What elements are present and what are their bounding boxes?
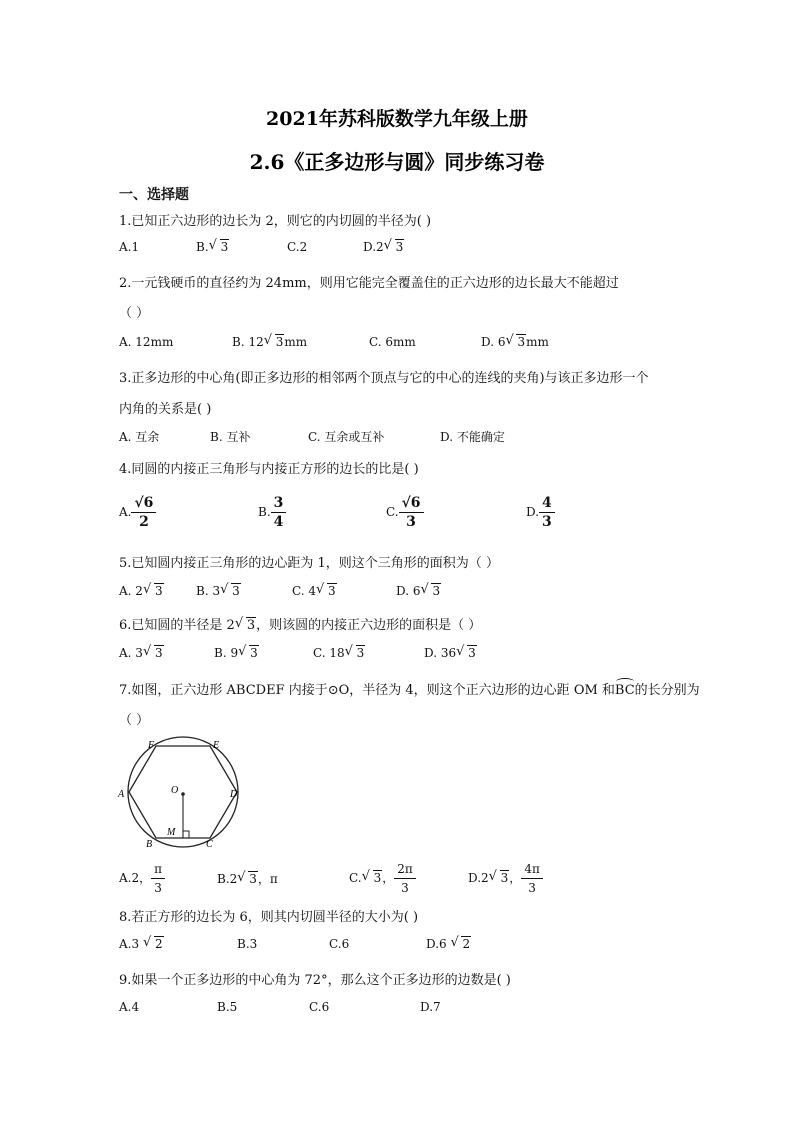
q1-option-a: A.1 — [119, 240, 140, 254]
q8-option-a: A.3 √ 2 — [119, 937, 164, 951]
hexagon-circle-figure — [114, 736, 254, 848]
label-a: A — [118, 789, 125, 800]
question-7-stem-cont: （ ） — [119, 713, 150, 728]
q9-option-c: C.6 — [309, 1000, 330, 1014]
q6-option-d: D. 36√ 3 — [424, 646, 477, 660]
question-2-stem-cont: （ ） — [119, 306, 150, 321]
q9-option-d: D.7 — [420, 1000, 441, 1014]
q1-option-d: D.2√ 3 — [363, 240, 404, 254]
question-8-stem: 8.若正方形的边长为 6，则其内切圆半径的大小为( ) — [119, 910, 419, 925]
q3-option-c: C. 互余或互补 — [308, 430, 385, 444]
q6-option-a: A. 3√ 3 — [119, 646, 164, 660]
q6-option-c: C. 18√ 3 — [313, 646, 365, 660]
label-b: B — [146, 839, 153, 848]
section-heading: 一、选择题 — [119, 187, 189, 203]
arc-bc-symbol: BC — [614, 683, 635, 698]
q5-option-d: D. 6√ 3 — [396, 584, 441, 598]
q2-option-a: A. 12mm — [119, 335, 174, 349]
q2-option-c: C. 6mm — [369, 335, 416, 349]
question-3-stem-cont: 内角的关系是( ) — [119, 402, 212, 417]
q2-option-d: D. 6√ 3mm — [481, 335, 549, 349]
q8-option-c: C.6 — [329, 937, 350, 951]
q9-option-b: B.5 — [217, 1000, 238, 1014]
question-1-stem: 1.已知正六边形的边长为 2，则它的内切圆的半径为( ) — [119, 214, 432, 229]
question-4-stem: 4.同圆的内接正三角形与内接正方形的边长的比是( ) — [119, 462, 419, 477]
q5-option-c: C. 4√ 3 — [292, 584, 337, 598]
question-2-stem: 2.一元钱硬币的直径约为 24mm，则用它能完全覆盖住的正六边形的边长最大不能超过 — [119, 276, 619, 291]
label-f: F — [148, 740, 155, 751]
question-9-stem: 9.如果一个正多边形的中心角为 72°，那么这个正多边形的边数是( ) — [119, 973, 511, 988]
q4-option-c: C. $\frac{√6}{3}$ — [386, 494, 424, 531]
q4-option-d: D. $\frac{4}{3}$ — [526, 494, 555, 531]
q9-option-a: A.4 — [119, 1000, 140, 1014]
q4-option-a: A. $\frac{√6}{2}$ — [119, 494, 156, 531]
worksheet-title: 2021年苏科版数学九年级上册 — [266, 108, 528, 130]
q3-option-d: D. 不能确定 — [440, 430, 505, 444]
q4-option-b: B. $\frac{3}{4}$ — [258, 494, 286, 531]
q8-option-b: B.3 — [237, 937, 258, 951]
question-6-stem: 6.已知圆的半径是 2√ 3，则该圆的内接正六边形的面积是（ ） — [119, 614, 481, 633]
q5-option-b: B. 3√ 3 — [196, 584, 241, 598]
q3-option-b: B. 互补 — [210, 430, 251, 444]
q5-option-a: A. 2√ 3 — [119, 584, 164, 598]
q7-option-d: D.2√ 3， $\frac{4\pi}{3}$ — [468, 860, 543, 897]
label-o: O — [171, 785, 179, 796]
label-e: E — [213, 740, 220, 751]
q7-option-c: C.√ 3， $\frac{2\pi}{3}$ — [349, 860, 416, 897]
q3-option-a: A. 互余 — [119, 430, 160, 444]
q8-option-d: D.6 √ 2 — [426, 937, 471, 951]
worksheet-subtitle: 2.6《正多边形与圆》同步练习卷 — [249, 150, 545, 174]
label-c: C — [206, 839, 213, 848]
question-7-stem: 7.如图，正六边形 ABCDEF 内接于⊙O，半径为 4，则这个正六边形的边心距 OM 和BC的长分别为 — [119, 683, 700, 698]
q1-option-b: B.√ 3 — [196, 240, 229, 254]
right-angle-mark — [183, 831, 189, 838]
q2-option-b: B. 12√ 3mm — [232, 335, 307, 349]
label-d: D — [230, 789, 238, 800]
question-3-stem: 3.正多边形的中心角(即正多边形的相邻两个顶点与它的中心的连线的夹角)与该正多边形一个 — [119, 371, 649, 386]
q6-option-b: B. 9√ 3 — [214, 646, 259, 660]
q7-option-b: B.2√ 3，π — [217, 870, 278, 887]
q7-option-a: A.2， $\frac{\pi}{3}$ — [119, 860, 165, 897]
question-5-stem: 5.已知圆内接正三角形的边心距为 1，则这个三角形的面积为（ ） — [119, 556, 499, 571]
q1-option-c: C.2 — [287, 240, 308, 254]
label-m: M — [167, 827, 176, 838]
